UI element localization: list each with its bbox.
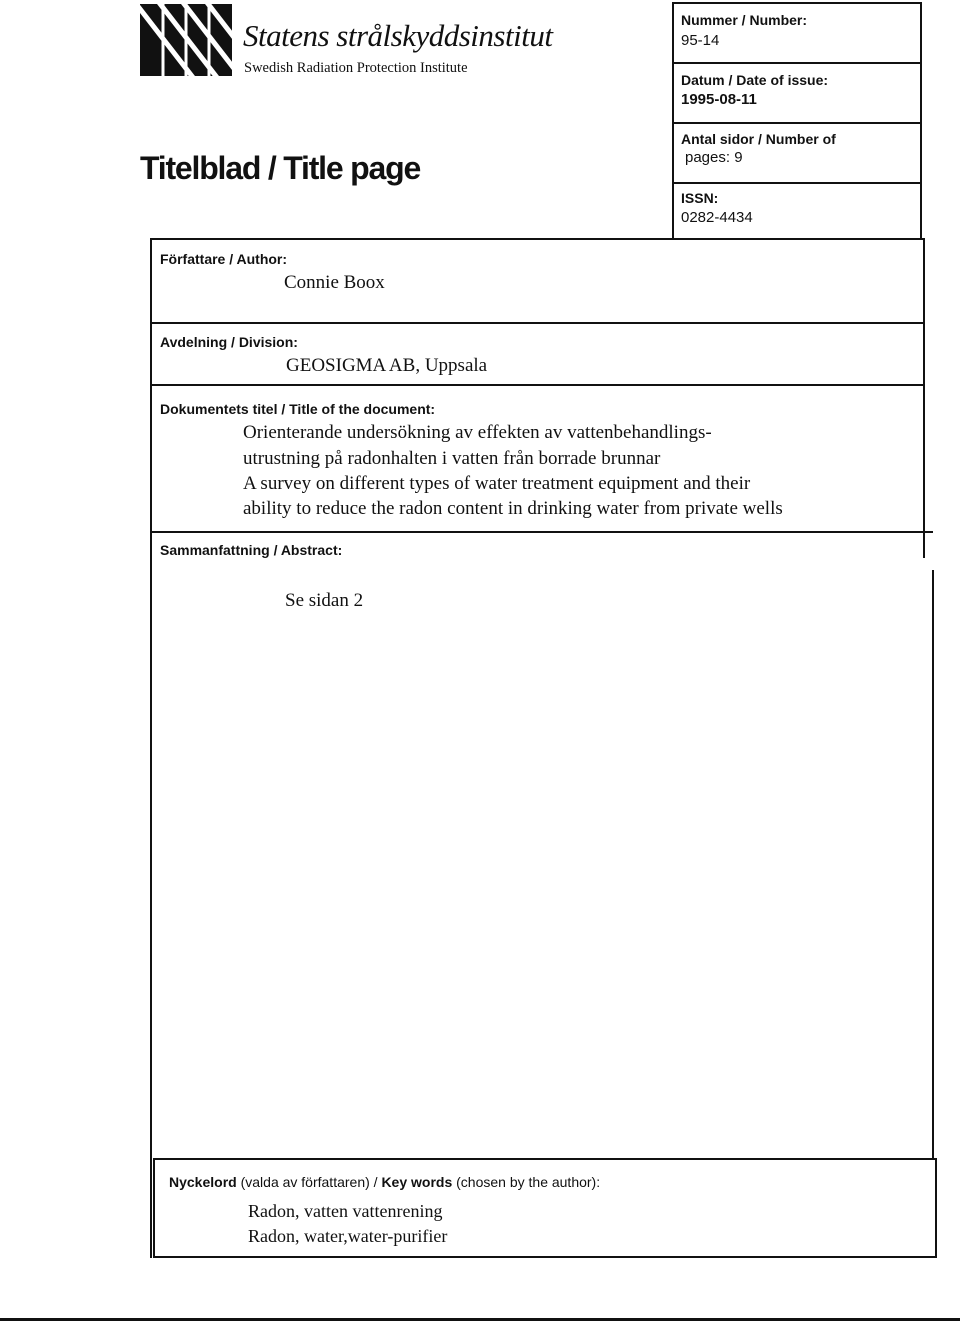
keywords-box: [153, 1158, 937, 1258]
separator-title: [150, 531, 933, 533]
keywords-label-en: Key words: [381, 1174, 453, 1190]
issn-cell: [674, 190, 920, 226]
abstract-label: Sammanfattning / Abstract:: [160, 542, 343, 558]
org-name-english: Swedish Radiation Protection Institute: [244, 60, 468, 76]
document-title-line: A survey on different types of water treatment equipment and their: [243, 473, 751, 494]
frame-top-line: [150, 238, 925, 240]
issn-value: 0282-4434: [681, 209, 753, 226]
keyword-line: Radon, vatten vattenrening: [248, 1201, 443, 1221]
number-cell: [674, 12, 920, 49]
author-value: Connie Boox: [284, 272, 385, 293]
frame-right-line-lower: [932, 570, 934, 1160]
date-cell: [674, 72, 920, 108]
document-title-line: ability to reduce the radon content in drinking water from private wells: [243, 498, 783, 519]
pages-value: pages: 9: [685, 149, 743, 166]
keyword-line: Radon, water,water-purifier: [248, 1226, 448, 1246]
keywords-label: [169, 1174, 600, 1190]
frame-left-line: [150, 238, 152, 1258]
author-label: Författare / Author:: [160, 251, 288, 267]
pages-label: Antal sidor / Number of: [681, 131, 836, 147]
abstract-value: Se sidan 2: [285, 590, 364, 611]
separator-division: [150, 384, 925, 386]
page-title: Titelblad / Title page: [140, 150, 421, 186]
date-label: Datum / Date of issue:: [681, 72, 829, 88]
number-value: 95-14: [681, 32, 720, 49]
org-name: Statens strålskyddsinstitut: [243, 18, 553, 53]
ssi-logo-icon: [140, 4, 232, 76]
date-value: 1995-08-11: [681, 91, 757, 108]
separator-author: [150, 322, 925, 324]
number-label: Nummer / Number:: [681, 12, 808, 28]
keywords-label-en-rest: (chosen by the author):: [452, 1174, 601, 1190]
issn-label: ISSN:: [681, 190, 719, 206]
frame-right-line-upper: [923, 238, 925, 558]
document-title-label: Dokumentets titel / Title of the document:: [160, 401, 436, 417]
division-value: GEOSIGMA AB, Uppsala: [286, 355, 488, 376]
division-label: Avdelning / Division:: [160, 334, 298, 350]
info-box: [672, 2, 922, 238]
keywords-label-sv-rest: (valda av författaren) /: [236, 1174, 382, 1190]
document-title-line: utrustning på radonhalten i vatten från borrade brunnar: [243, 448, 661, 469]
document-title-line: Orienterande undersökning av effekten av vattenbehandlings-: [243, 422, 712, 443]
keywords-label-sv: Nyckelord: [169, 1174, 237, 1190]
bottom-rule: [0, 1318, 960, 1321]
pages-cell: [674, 131, 920, 166]
